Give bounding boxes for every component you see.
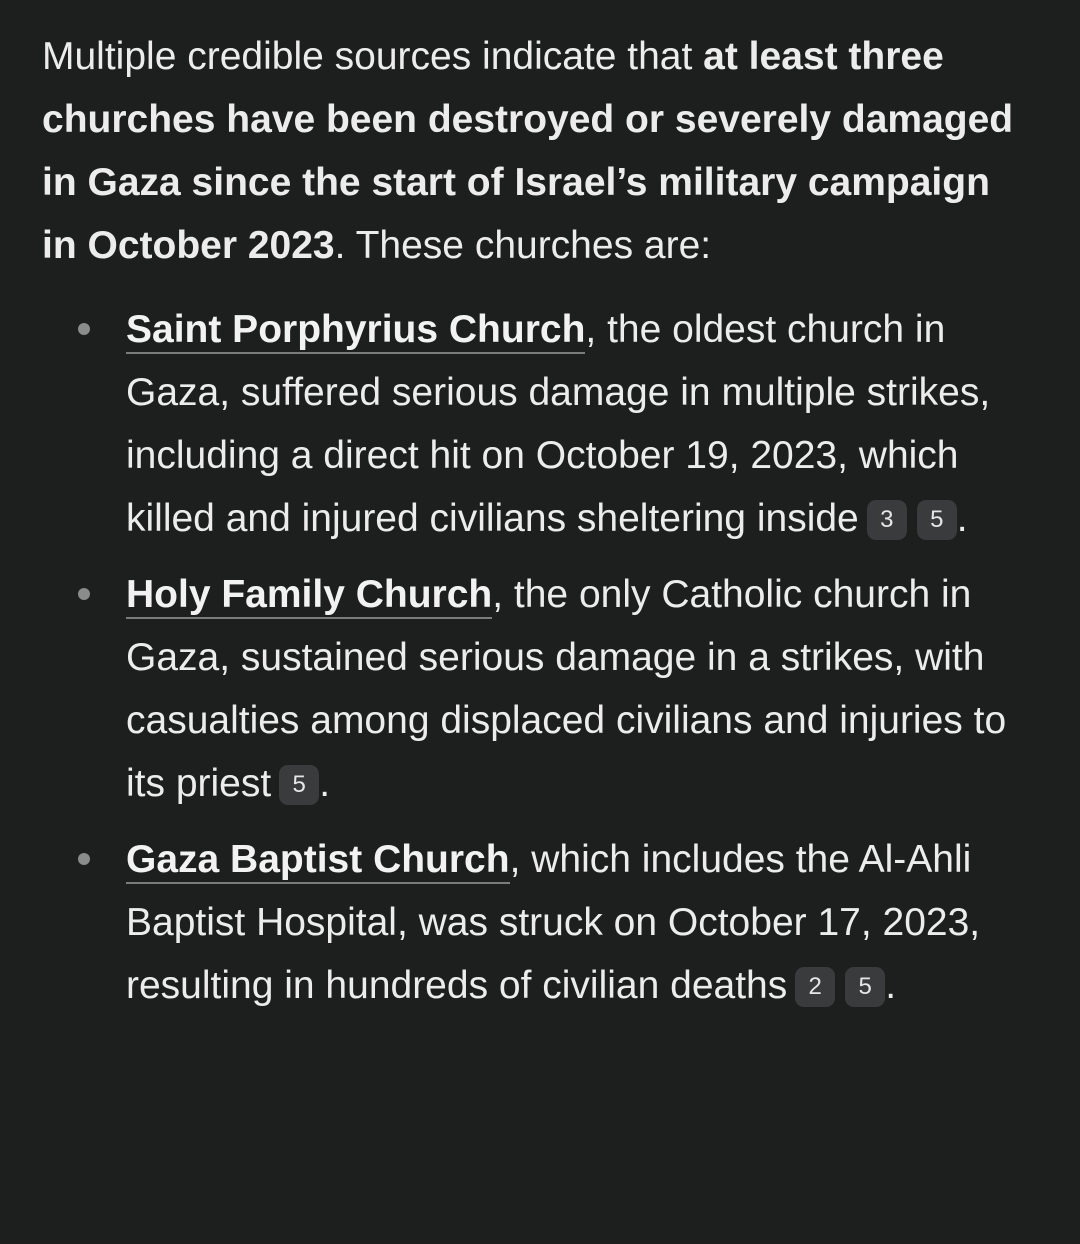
intro-tail: . These churches are: — [334, 224, 712, 267]
citation-badge[interactable]: 3 — [867, 500, 907, 540]
church-description: , the oldest church in Gaza, suffered serious damage in multiple strikes, including a direct hit on October 19, 2023, which killed and injured civilians sheltering inside — [126, 308, 991, 540]
list-item-saint-porphyrius — [42, 298, 1042, 550]
church-description: , the only Catholic church in Gaza, sustained serious damage in a strikes, with casualties among displaced civilians and injuries to its priest — [126, 573, 1007, 805]
church-link-holy-family[interactable]: Holy Family Church — [126, 573, 492, 619]
answer-content — [42, 25, 1042, 1030]
church-list — [42, 298, 1042, 1017]
church-link-saint-porphyrius[interactable]: Saint Porphyrius Church — [126, 308, 585, 354]
intro-bold-claim: at least three churches have been destroyed or severely damaged in Gaza since the start of Israel’s military campaign in October 2023 — [42, 35, 1014, 267]
bullet-icon — [78, 853, 90, 865]
sentence-end: . — [319, 762, 331, 805]
list-item-gaza-baptist — [42, 828, 1042, 1017]
church-description: , which includes the Al-Ahli Baptist Hospital, was struck on October 17, 2023, resulting in hundreds of civilian deaths — [126, 838, 981, 1007]
citation-badge[interactable]: 2 — [795, 967, 835, 1007]
citation-badge[interactable]: 5 — [279, 765, 319, 805]
bullet-icon — [78, 323, 90, 335]
list-item-holy-family — [42, 563, 1042, 815]
intro-lead: Multiple credible sources indicate that — [42, 35, 704, 78]
sentence-end: . — [885, 964, 897, 1007]
intro-paragraph — [42, 25, 1032, 277]
citation-badge[interactable]: 5 — [845, 967, 885, 1007]
sentence-end: . — [956, 497, 968, 540]
bullet-icon — [78, 588, 90, 600]
citation-badge[interactable]: 5 — [917, 500, 957, 540]
church-link-gaza-baptist[interactable]: Gaza Baptist Church — [126, 838, 510, 884]
